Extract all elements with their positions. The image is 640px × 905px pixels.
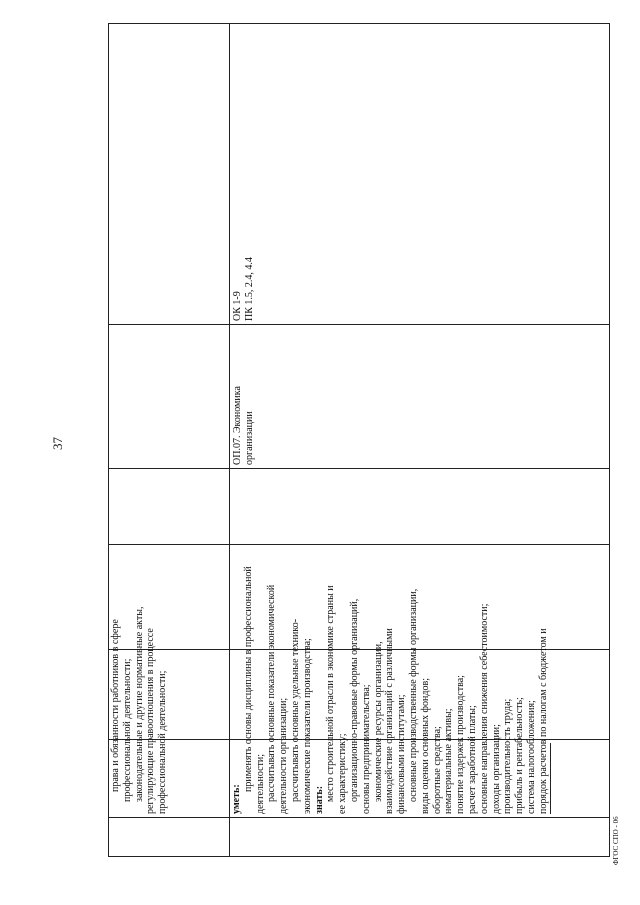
content-line: система налогообложения; (525, 700, 537, 814)
content-line: законодательные и другие нормативные акты, (133, 606, 145, 802)
content-line: доходы организации; (490, 724, 502, 814)
content-line: прибыль и рентабельность; (514, 697, 526, 814)
content-line: знать: (313, 785, 325, 814)
curriculum-table (108, 23, 610, 857)
content-line: место строительной отрасли в экономике страны и (325, 585, 337, 802)
table-row (109, 24, 230, 857)
content-cell (230, 566, 610, 818)
content-line: профессиональной деятельности; (121, 658, 133, 802)
content-line: основные производственные формы организации, (407, 588, 419, 802)
content-line: расчет заработной платы; (466, 705, 478, 814)
content-line: рассчитывать основные показатели экономической (266, 584, 278, 802)
content-line: ее характеристику; (337, 733, 349, 814)
discipline-line: ОП.07. Экономика (232, 386, 243, 465)
content-line: порядок расчетов по налогам с бюджетом и (537, 628, 549, 814)
competence-cell (230, 24, 610, 325)
content-line: уметь: (231, 784, 242, 814)
content-line: оборотные средства; (431, 726, 443, 814)
content-line: взаимодействие организаций с различными (384, 628, 396, 814)
content-line: нематериальные активы; (443, 708, 455, 814)
content-line: организационно-правовые формы организаций, (348, 598, 360, 802)
content-line: регулирующие правоотношения в процессе (145, 628, 157, 814)
content-line: рассчитывать основные удельные технико- (289, 618, 301, 802)
content-line: основы предпринимательства; (360, 684, 372, 814)
content-line: права и обязанности работников в сфере (110, 619, 121, 792)
content-line: виды оценки основных фондов; (419, 678, 431, 814)
discipline-line: организации (243, 411, 255, 465)
page-number: 37 (50, 437, 65, 450)
content-line: применять основы дисциплины в профессиональной (242, 566, 254, 792)
content-line: финансовыми институтами; (396, 694, 408, 814)
content-cell (109, 606, 230, 818)
content-line: деятельности организации; (278, 697, 290, 814)
content-line: экономические ресурсы организации, (372, 641, 384, 802)
content-line: производительность труда; (502, 698, 514, 814)
content-line: деятельности; (254, 753, 266, 814)
competence-line: ОК 1-9 (232, 291, 243, 321)
table-row (230, 24, 610, 857)
content-line: основные направления снижения себестоимости; (478, 603, 490, 814)
content-line: экономические показатели производства; (301, 638, 313, 814)
content-line: профессиональной деятельности; (157, 670, 169, 814)
competence-line: ПК 1.5, 2.4, 4.4 (243, 257, 255, 321)
footer-label: ФГОС СПО - 06 (612, 816, 620, 865)
discipline-cell (230, 325, 610, 469)
content-line: понятие издержек производства; (455, 675, 467, 814)
